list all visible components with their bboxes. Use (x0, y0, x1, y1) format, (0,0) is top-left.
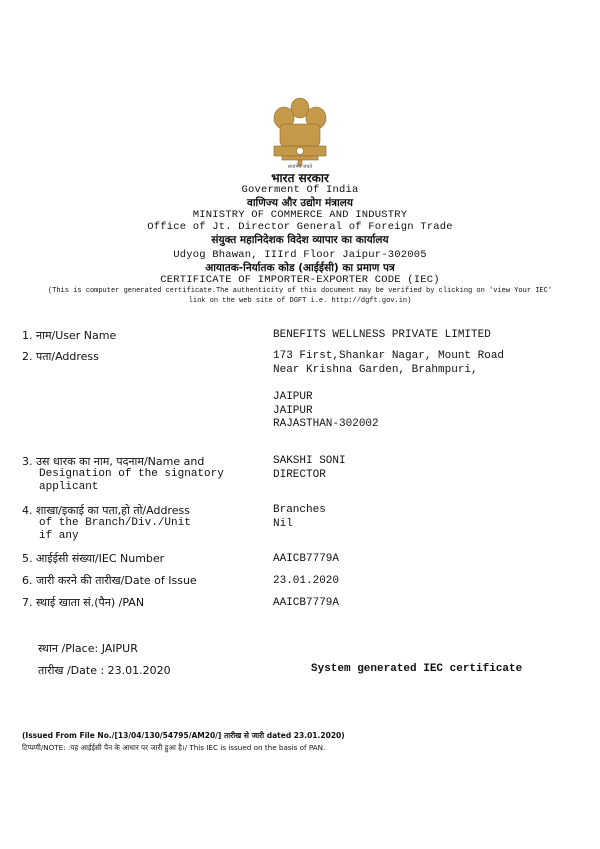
address-line-4: JAIPUR (273, 391, 313, 403)
emblem-motto: सत्यमेव जयते (287, 164, 313, 170)
field-pan-value: AAICB7779A (273, 597, 340, 609)
address-line-5: JAIPUR (273, 404, 313, 417)
certificate-title-english: CERTIFICATE OF IMPORTER-EXPORTER CODE (IEC) (160, 274, 440, 286)
certificate-title-hindi: आयातक-निर्यातक कोड (आईईसी) का प्रमाण पत्र (205, 262, 395, 274)
field-pan-label: 7. स्थाई खाता सं.(पैन) /PAN (22, 596, 145, 609)
field-address-value (273, 350, 504, 432)
address-line-6: RAJASTHAN-302002 (273, 418, 379, 430)
field-signatory-label: 3. उस धारक का नाम, पदनाम/Name and Designation of the signatory applicant (22, 455, 224, 493)
field-user-name-label: 1. नाम/User Name (22, 329, 117, 342)
address-line-3 (273, 377, 504, 391)
ministry-english: MINISTRY OF COMMERCE AND INDUSTRY (192, 209, 408, 221)
field-user-name-value: BENEFITS WELLNESS PRIVATE LIMITED (273, 329, 491, 341)
national-emblem (262, 94, 338, 178)
branch-value: Nil (273, 517, 293, 530)
signatory-designation: DIRECTOR (273, 468, 326, 481)
field-address-label: 2. पता/Address (22, 350, 99, 363)
office-address: Udyog Bhawan, IIIrd Floor Jaipur-302005 (173, 249, 427, 261)
pan-basis-note: टिप्पणी/NOTE: :यह आईईसी पैन के आधार पर जारी हुआ है।/ This IEC is issued on the basis of PAN. (22, 743, 326, 752)
field-iec-number-value: AAICB7779A (273, 553, 340, 565)
address-line-2: Near Krishna Garden, Brahmpuri, (273, 363, 478, 376)
date-line: तारीख /Date : 23.01.2020 (38, 664, 171, 677)
field-branch-value (273, 504, 326, 531)
verification-note-line1: (This is computer generated certificate.The authenticity of this document may be verified by clicking on 'view Your IEC' (47, 287, 553, 295)
gov-hindi: भारत सरकार (271, 171, 329, 185)
issued-from-file: (Issued From File No./[13/04/130/54795/AM20/] तारीख से जारी dated 23.01.2020) (22, 731, 345, 740)
branch-heading: Branches (273, 504, 326, 516)
address-line-1: 173 First,Shankar Nagar, Mount Road (273, 350, 505, 362)
field-date-of-issue-value: 23.01.2020 (273, 575, 340, 587)
field-date-of-issue-label: 6. जारी करने की तारीख/Date of Issue (22, 574, 197, 587)
field-branch-label: 4. शाखा/इकाई का पता,हो तो/Address of the Branch/Div./Unit if any (22, 504, 191, 542)
ministry-hindi: वाणिज्य और उद्योग मंत्रालय (247, 197, 353, 209)
system-generated-label: System generated IEC certificate (311, 663, 523, 675)
verification-note-line2: link on the web site of DGFT i.e. http://dgft.gov.in) (188, 297, 412, 305)
field-signatory-value (273, 455, 346, 482)
signatory-name: SAKSHI SONI (273, 455, 346, 467)
field-iec-number-label: 5. आईईसी संख्या/IEC Number (22, 552, 165, 565)
place-line: स्थान /Place: JAIPUR (38, 642, 138, 655)
gov-english: Goverment Of India (241, 184, 359, 196)
office-hindi: संयुक्त महानिदेशक विदेश व्यापार का कार्यालय (211, 234, 389, 246)
office-english: Office of Jt. Director General of Foreign Trade (147, 221, 453, 233)
